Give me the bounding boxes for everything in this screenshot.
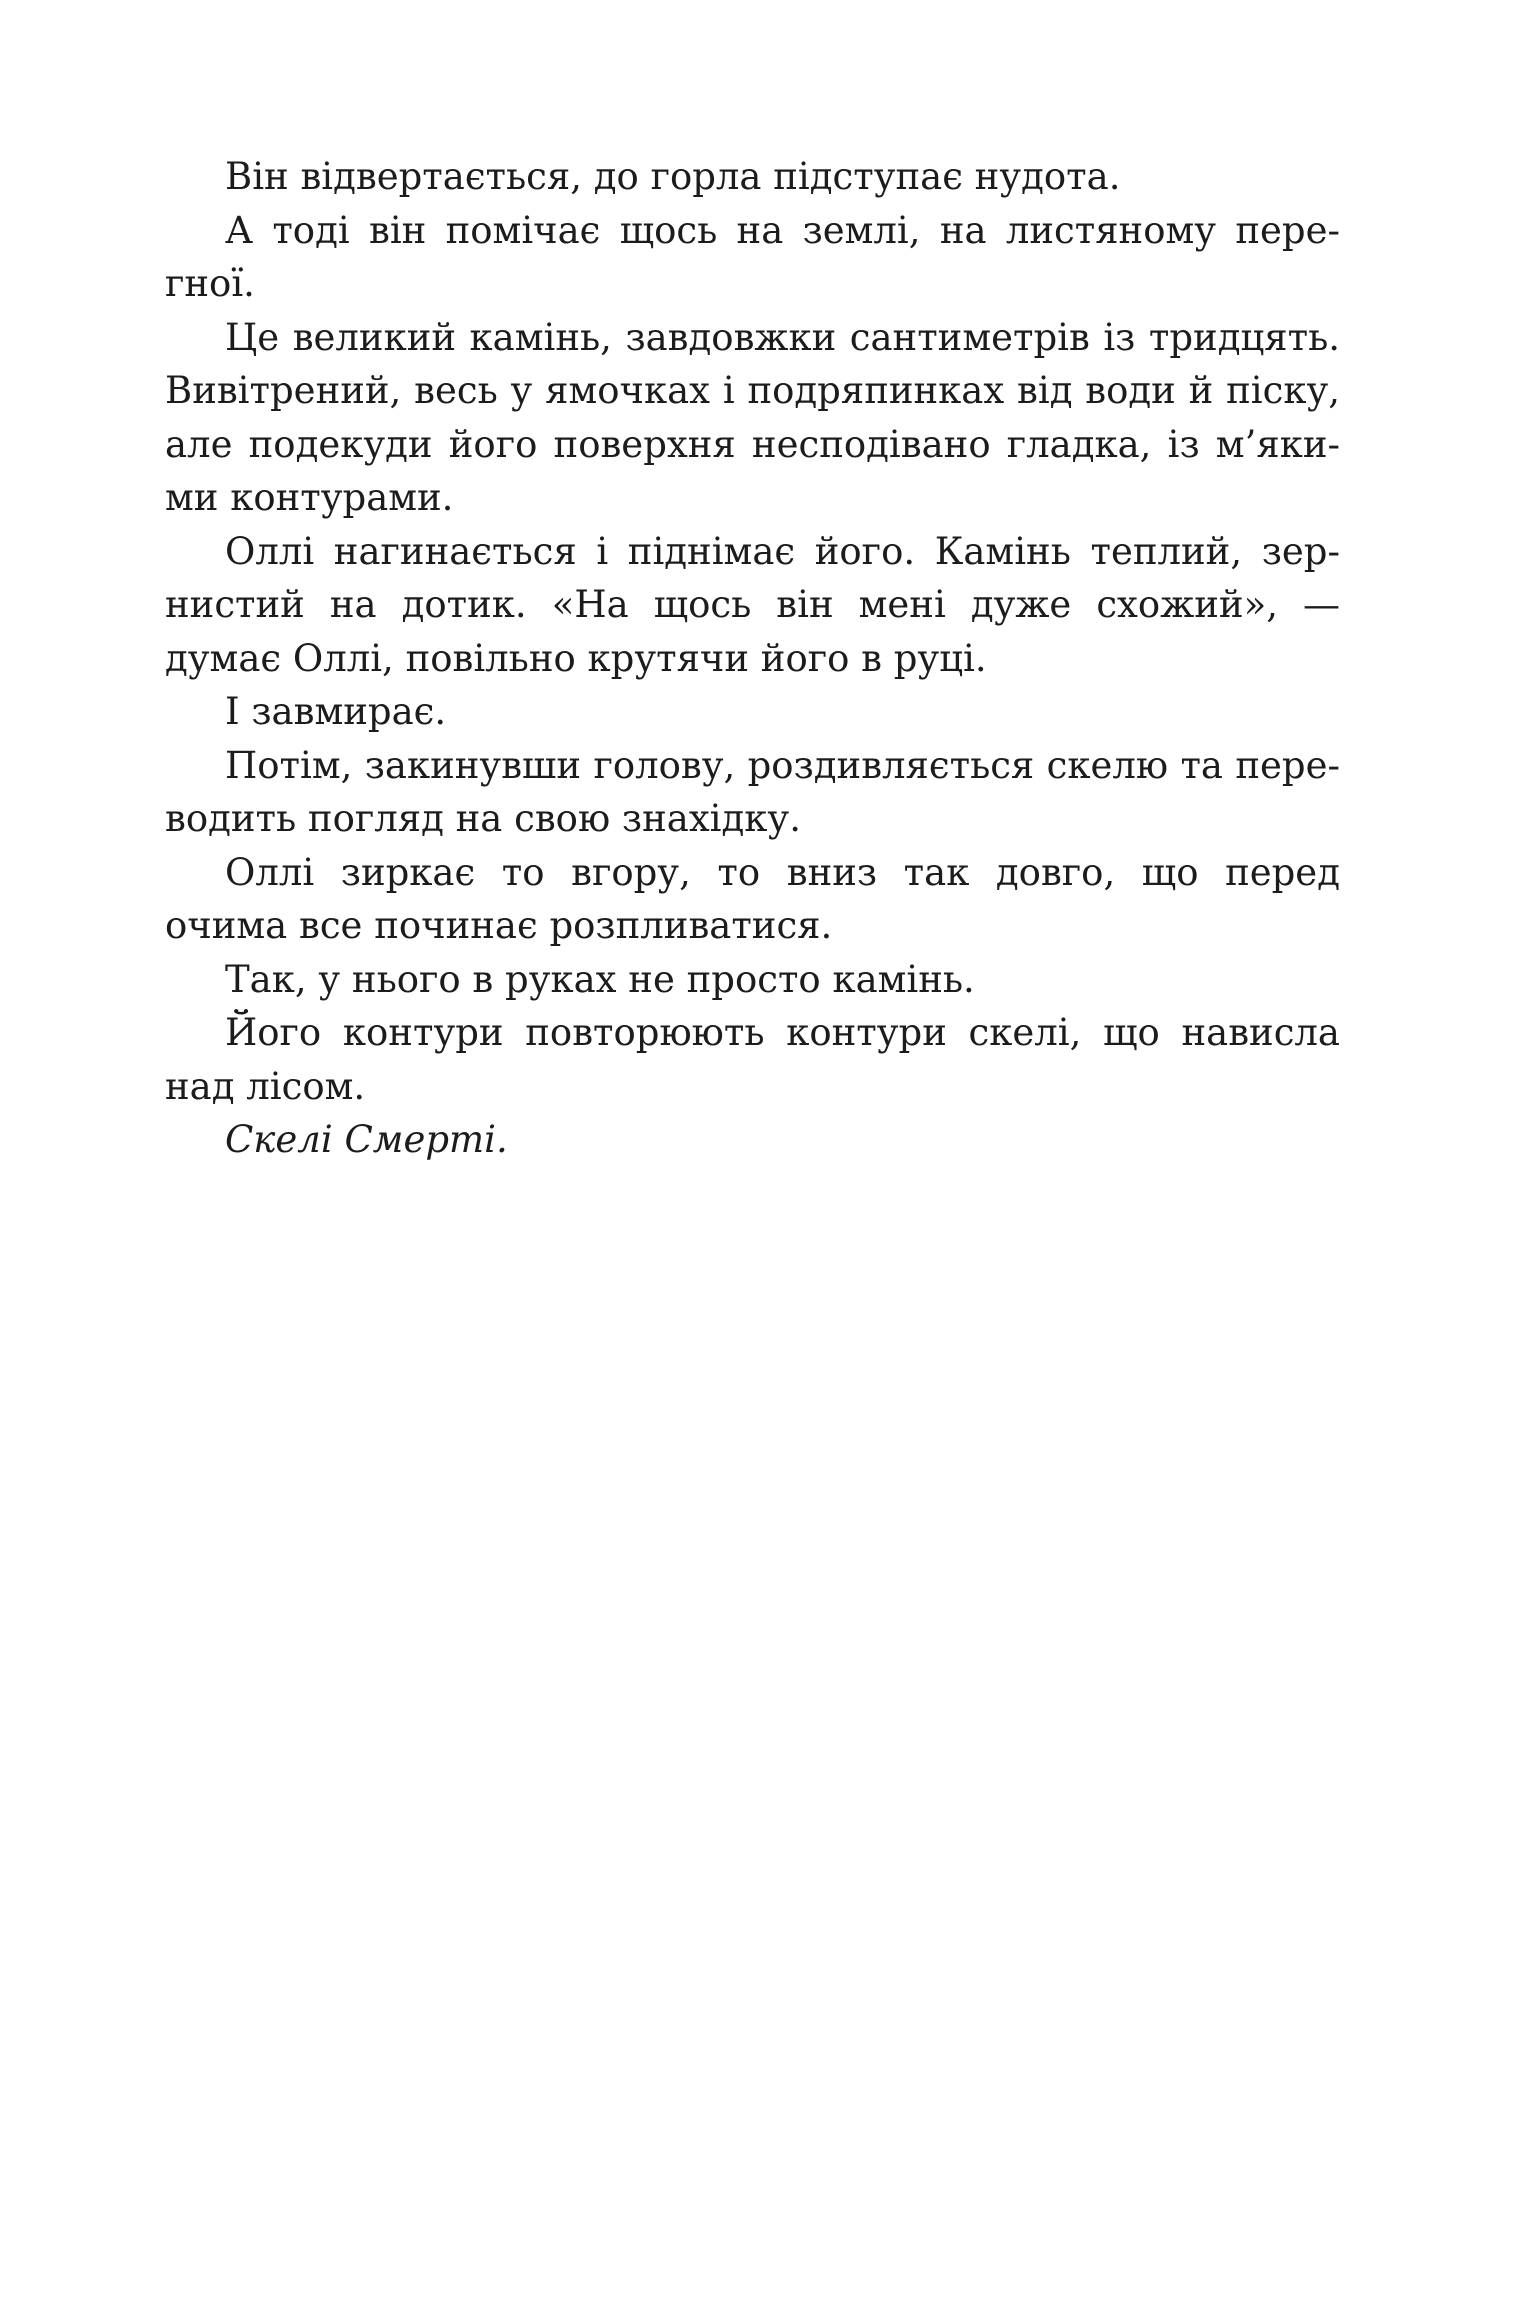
paragraph-3: Це великий камінь, завдовжки сантиметрів із тридцять. Вивітрений, весь у ямочках і подряпинках від води й піску, але подекуди його поверхня несподівано гладка, із м’якими контурами.	[165, 315, 1340, 519]
paragraph-6: Потім, закинувши голову, роздивляється скелю та переводить погляд на свою знахідку.	[165, 743, 1340, 840]
paragraph-4: Оллі нагинається і піднімає його. Камінь теплий, зернистий на дотик. «На щось він мені дуже схожий», — думає Оллі, повільно крутячи його в руці.	[165, 529, 1340, 680]
paragraph-5: І завмирає.	[225, 690, 447, 733]
paragraph-8: Так, у нього в руках не просто камінь.	[225, 957, 975, 1001]
paragraph-1: Він відвертається, до горла підступає нудота.	[225, 155, 1121, 198]
paragraph-2: А тоді він помічає щось на землі, на листяному перегної.	[165, 208, 1340, 305]
body-text	[165, 150, 1340, 1167]
paragraph-10-italic: Скелі Смерті.	[225, 1118, 508, 1161]
paragraph-7: Оллі зиркає то вгору, то вниз так довго, що перед очима все починає розпливатися.	[165, 850, 1340, 947]
paragraph-9: Його контури повторюють контури скелі, що нависла над лісом.	[165, 1011, 1340, 1108]
